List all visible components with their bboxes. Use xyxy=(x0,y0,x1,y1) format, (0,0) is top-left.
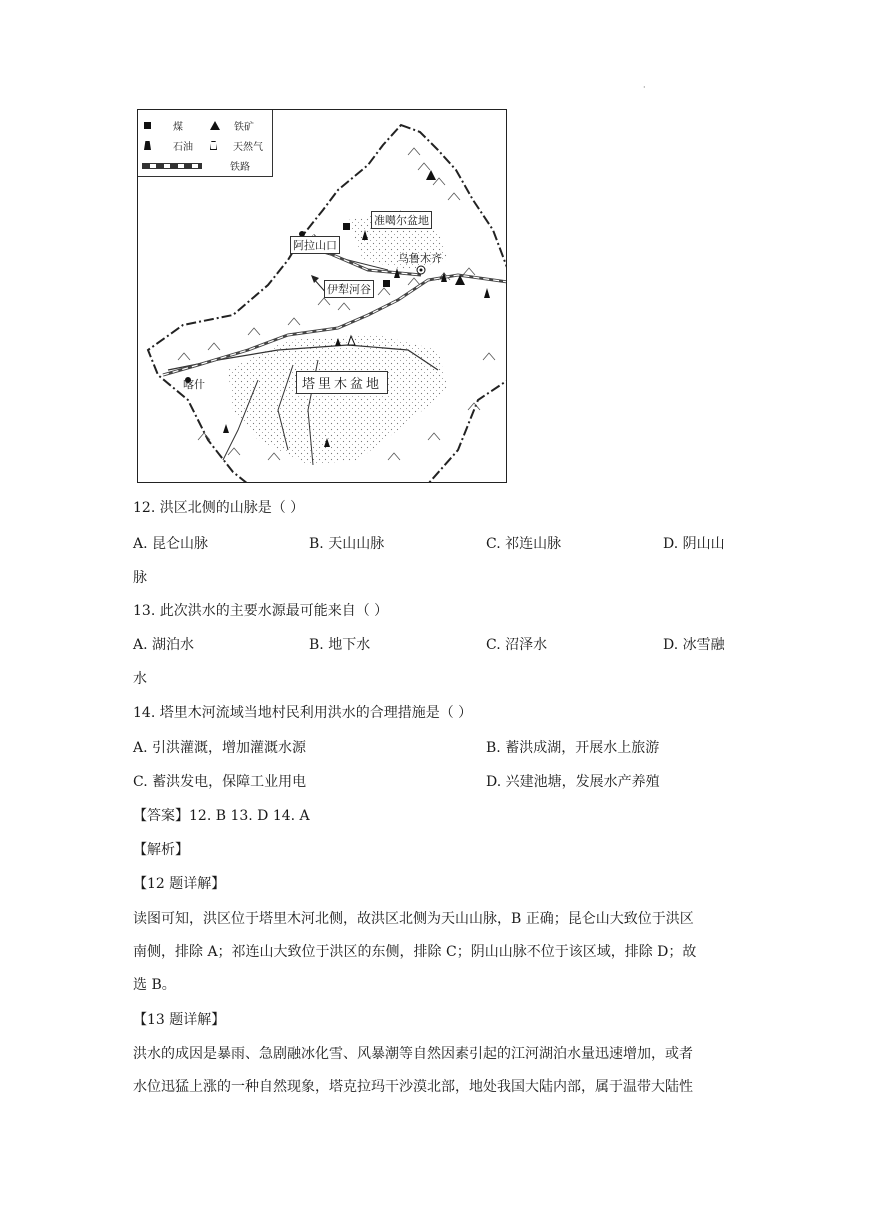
label-tarim: 塔里木盆地 xyxy=(296,371,388,394)
answer-line: 【答案】12. B 13. D 14. A xyxy=(133,808,310,824)
label-junggar: 准噶尔盆地 xyxy=(371,211,432,229)
q12-option-d: D. 阴山山 xyxy=(663,536,725,552)
label-ili: 伊犁河谷 xyxy=(324,280,374,298)
detail12-heading: 【12 题详解】 xyxy=(133,876,226,892)
q13-option-d: D. 冰雪融 xyxy=(663,637,725,653)
xinjiang-map xyxy=(137,109,507,483)
q13-option-d-wrap: 水 xyxy=(133,671,147,687)
coal-icon xyxy=(144,122,151,129)
q14-stem: 14. 塔里木河流域当地村民利用洪水的合理措施是（ ） xyxy=(133,705,473,721)
map-legend xyxy=(138,110,273,177)
legend-iron: 铁矿 xyxy=(210,118,254,133)
q12-option-b: B. 天山山脉 xyxy=(309,536,385,552)
iron-icon xyxy=(210,121,220,130)
q13-option-c: C. 沼泽水 xyxy=(486,637,548,653)
legend-oil: 石油 xyxy=(144,138,193,153)
q13-option-a: A. 湖泊水 xyxy=(133,637,195,653)
q12-option-d-wrap: 脉 xyxy=(133,570,147,586)
ili-arrowhead xyxy=(311,275,319,283)
legend-gas: 天然气 xyxy=(210,138,263,153)
legend-coal: 煤 xyxy=(144,118,183,133)
q14-option-c: C. 蓄洪发电，保障工业用电 xyxy=(133,774,307,790)
railway-icon xyxy=(142,163,202,169)
detail12-line3: 选 B。 xyxy=(133,977,176,993)
legend-railway: 铁路 xyxy=(142,158,250,173)
q14-option-b: B. 蓄洪成湖，开展水上旅游 xyxy=(486,740,660,756)
detail12-line1: 读图可知，洪区位于塔里木河北侧，故洪区北侧为天山山脉，B 正确；昆仑山大致位于洪区 xyxy=(133,911,694,927)
label-kashgar: 喀什 xyxy=(183,378,205,391)
label-alashankou: 阿拉山口 xyxy=(290,236,340,254)
gas-icon xyxy=(210,141,217,150)
detail13-heading: 【13 题详解】 xyxy=(133,1012,226,1028)
q14-option-d: D. 兴建池塘，发展水产养殖 xyxy=(486,774,660,790)
label-urumqi: 乌鲁木齐 xyxy=(398,252,442,265)
q12-stem: 12. 洪区北侧的山脉是（ ） xyxy=(133,500,305,516)
page-dot: · xyxy=(643,83,646,92)
oil-icon xyxy=(144,141,151,150)
analysis-heading: 【解析】 xyxy=(133,842,189,858)
q12-option-c: C. 祁连山脉 xyxy=(486,536,562,552)
q14-option-a: A. 引洪灌溉，增加灌溉水源 xyxy=(133,740,307,756)
q13-stem: 13. 此次洪水的主要水源最可能来自（ ） xyxy=(133,603,389,619)
q13-option-b: B. 地下水 xyxy=(309,637,371,653)
detail13-line2: 水位迅猛上涨的一种自然现象，塔克拉玛干沙漠北部，地处我国大陆内部，属于温带大陆性 xyxy=(133,1079,693,1095)
detail12-line2: 南侧，排除 A；祁连山大致位于洪区的东侧，排除 C；阴山山脉不位于该区域，排除 D；故 xyxy=(133,944,697,960)
detail13-line1: 洪水的成因是暴雨、急剧融冰化雪、风暴潮等自然因素引起的江河湖泊水量迅速增加，或者 xyxy=(133,1046,693,1062)
q12-option-a: A. 昆仑山脉 xyxy=(133,536,209,552)
urumqi-dot-inner xyxy=(420,269,423,272)
